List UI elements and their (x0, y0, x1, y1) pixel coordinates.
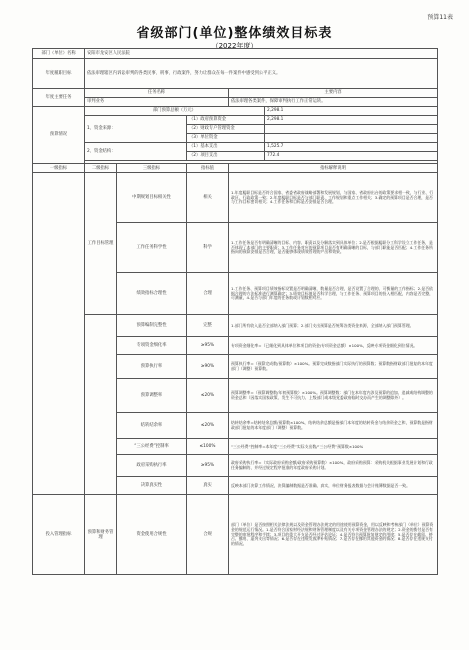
header-description: 指标解释说明 (229, 164, 438, 173)
performance-table-sheet (32, 48, 437, 638)
level3-cell: 政府采购执行率 (117, 455, 187, 477)
fund-source-1: （1）政府预算资金 (187, 116, 265, 125)
main-task-label: 年度主要任务 (33, 89, 85, 107)
indicator-value-cell: ≤20% (187, 379, 229, 413)
annual-goal-label: 年度履职目标 (33, 59, 85, 89)
indicator-row (33, 173, 438, 223)
fund-source-3: （3）单位资金 (187, 134, 265, 143)
indicator-rows (33, 173, 438, 575)
header-level1: 一级指标 (33, 164, 85, 173)
level3-cell: 工作任务科学性 (117, 223, 187, 273)
year-subtitle: （2022年度） (211, 42, 258, 50)
form-number-tag: 预算11表 (427, 14, 453, 21)
indicator-value-cell: ≥95% (187, 455, 229, 477)
indicator-value-cell: ≤20% (187, 413, 229, 439)
indicator-value-cell: 相关 (187, 173, 229, 223)
fund-source-3-value (265, 134, 438, 143)
level3-cell: 中期规划目标相关性 (117, 173, 187, 223)
indicator-description-cell: 政府采购执行率=（实际政府采购金额/政府采购预算数）×100%，政府采购预算：采购机关根据事业发展计划和行政任务编制的、并经过规定程序批准的年度政府采购计划。 (229, 455, 438, 477)
indicator-description-cell: 反映本部门决算工作情况，决算编制数据是否准确、真实，单位财务报表数据与会计账簿数据是否一致。 (229, 477, 438, 495)
info-table (32, 48, 438, 164)
level2-cell: 工作目标管理 (85, 173, 117, 315)
level3-cell: 专项资金细化率 (117, 337, 187, 355)
indicator-description-cell: 1.工作任务是否有明确清晰的目标、内容、职责以及分解落实到具体单位；2.是否根据履职分工科学设立工作任务，是否体现了本部门的主要职责；3.工作任务对应的预算项目是否有明确清晰的目标，与部门职能是否匹配；4.工作任务所指向的预算安排是否合理，是否能够体现绩效管理的产出和效果。 (229, 223, 438, 273)
level3-cell: 预算编制完整性 (117, 315, 187, 337)
level3-cell: 结转结余率 (117, 413, 187, 439)
task-content-header: 主要内容 (229, 89, 438, 98)
task-name-header: 任务名称 (85, 89, 229, 98)
fund-use-2: （2）项目支出 (187, 152, 265, 161)
header-value: 指标值 (187, 164, 229, 173)
indicator-description-cell: 1.年度履职目标是否符合国家、省委省政府战略部署和发展规划，与国家、省政府出台的政策要求相一致，与行业、行政区、行政政策一致；2.年度履职目标是否与部门职责、工作规划和重点工作相关；3.确定的预算项目是否合理，是否与工作目标密切相关；4.工作任务和目标是否安排是否合理。 (229, 173, 438, 223)
header-level2: 二级指标 (85, 164, 117, 173)
indicator-value-cell: 合规 (187, 495, 229, 575)
indicator-description-cell: 部门（单位）是否按照相关法律法规以及资金管理办法规定的用途使用预算资金，用以反映和考核部门（单位）预算资金的规范运行情况。1.是否符合国家财经法规和财务管理制度以及有关专项资金管理办法的规定；2.资金的拨付是否有完整的审批程序和手续；3.项目的重大开支是否经过评估论证；4.是否符合预算批复规定的用途；5.是否存在截留、挤占、挪用、虚列支出等情况；6.是否存在违规发放津补贴情况；7.是否存在挪用其他资金的情况；8.是否存在违规支付的情况。 (229, 495, 438, 575)
indicator-value-cell: 科学 (187, 223, 229, 273)
task-content-cell: 依法审理各类案件，保障审判执行工作正常运转。 (229, 98, 438, 107)
level2-cell (85, 315, 117, 495)
indicator-value-cell: ≥90% (187, 355, 229, 379)
dept-name-label: 部门（单位）名称 (33, 49, 85, 59)
level3-cell: 绩效指标合理性 (117, 273, 187, 315)
indicator-value-cell: ≤100% (187, 439, 229, 455)
fund-source-label: 1、资金来源： (85, 116, 187, 143)
indicator-value-cell: ≥95% (187, 337, 229, 355)
budget-total-value: 2,298.1 (265, 107, 438, 116)
indicator-value-cell: 真实 (187, 477, 229, 495)
indicator-description-cell: 预算调整率=（预算调整数/年初预算数）×100%。预算调整数：部门在本年度内涉及预算的追加、追减或结构调整的资金总和（因落实国家政策、发生不可抗力、上级部门或本级党委政府临时交办而产生的调整除外）。 (229, 379, 438, 413)
indicator-description-cell: 1.工作任务、预算项目绩效指标设置是否明确清晰，数量是否合理，是否设置了合理的、可衡量的工作指标；2.是否依据合理的方法标准进行测算确定；3.绩效目标值是否科学合理，与工作任务、预算项目的投入相匹配，内容是否完整，可测量，4.是否与部门年度的任务数或计划数相对应。 (229, 273, 438, 315)
level3-cell: 预算执行率 (117, 355, 187, 379)
level3-cell: “三公经费”控制率 (117, 439, 187, 455)
level1-cell (33, 173, 85, 495)
fund-use-1-value: 1,525.7 (265, 143, 438, 152)
fund-source-2-value (265, 125, 438, 134)
level2-cell: 预算和财务管理 (85, 495, 117, 575)
dept-name-value: 安阳市龙安区人民法院 (85, 49, 438, 59)
indicator-value-cell: 合理 (187, 273, 229, 315)
indicator-row (33, 495, 438, 575)
indicator-description-cell: 结转结余率=结转结余总额/预算数×100%，结转结余总额是指部门本年度的结转资金与结余资金之和，预算数是指财政部门批复的本年度部门（调整）预算数。 (229, 413, 438, 439)
level3-cell: 预算调整率 (117, 379, 187, 413)
level3-cell: 决算真实性 (117, 477, 187, 495)
budget-total-label: 部门预算总额（万元） (85, 107, 265, 116)
level3-cell: 资金使用合规性 (117, 495, 187, 575)
fund-use-2-value: 772.4 (265, 152, 438, 161)
indicator-table (32, 163, 438, 575)
fund-structure-label: 2、资金结构： (85, 143, 187, 161)
task-name-cell: 审判业务 (85, 98, 229, 107)
indicator-value-cell: 完整 (187, 315, 229, 337)
fund-source-1-value: 2,298.1 (265, 116, 438, 125)
fund-use-1: （1）基本支出 (187, 143, 265, 152)
indicator-description-cell: 专项资金细化率=（已细化到具体单位和项目的资金/专项资金总额）×100%，反映专项资金细化到位情况。 (229, 337, 438, 355)
indicator-description-cell: 1.部门所有收入是否全部纳入部门预算；2.部门支出预算是否统筹各类资金来源，全部纳入部门预算管理。 (229, 315, 438, 337)
header-level3: 三级指标 (117, 164, 187, 173)
page-title: 省级部门(单位)整体绩效目标表 (136, 26, 333, 41)
fund-source-2: （2）财政专户管理资金 (187, 125, 265, 134)
annual-goal-value: 依法审理辖区内诉讼审判的各类民事、刑事、行政案件，努力让群众在每一件案件中感受到公平正义。 (85, 59, 438, 89)
budget-label: 预算情况 (33, 107, 85, 164)
indicator-row (33, 315, 438, 337)
indicator-description-cell: “三公经费”控制率=本年度“三公经费”实际支出数/“三公经费”预算数×100% (229, 439, 438, 455)
level1-cell: 投入管理指标 (33, 495, 85, 575)
indicator-description-cell: 预算执行率=（预算完成数/预算数）×100%。预算完成数指部门实际执行的预算数；预算数指财政部门批复的本年度部门（调整）预算数。 (229, 355, 438, 379)
